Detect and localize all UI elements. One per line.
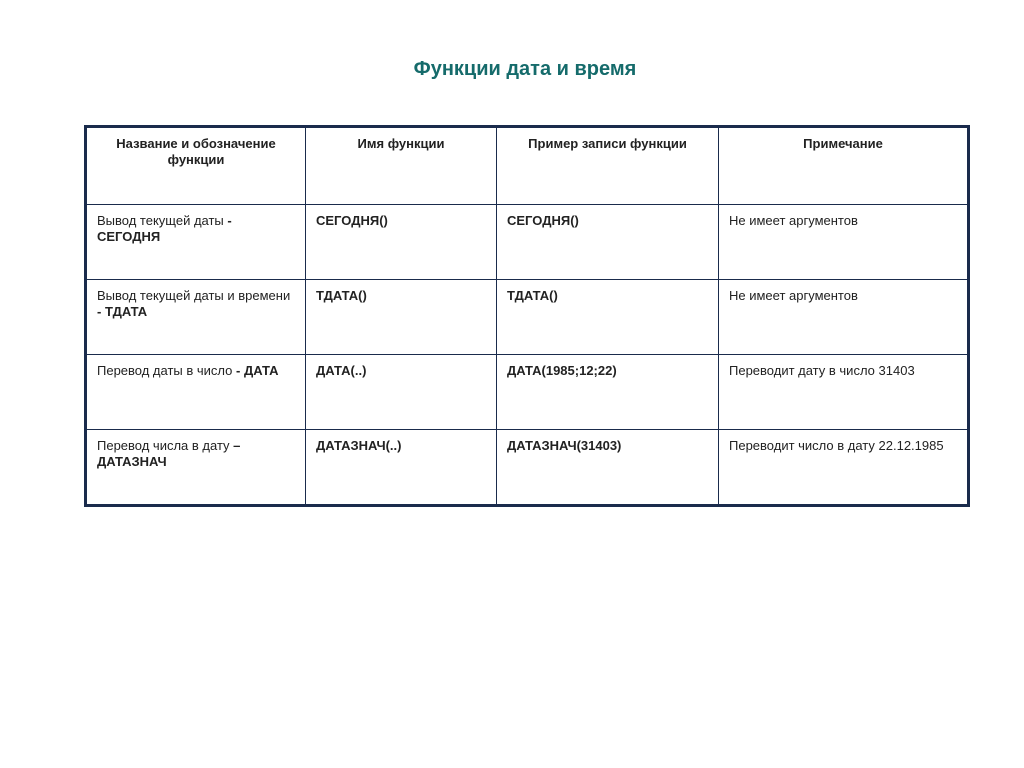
name-code: ДАТА bbox=[243, 363, 279, 378]
name-text: Перевод числа в дату bbox=[97, 438, 234, 453]
name-separator: - bbox=[236, 363, 244, 378]
name-code: СЕГОДНЯ bbox=[97, 229, 161, 244]
table-header-row bbox=[86, 127, 969, 205]
cell-note: Не имеет аргументов bbox=[719, 205, 969, 280]
name-text: Вывод текущей даты bbox=[97, 213, 228, 228]
cell-example: ДАТАЗНАЧ(31403) bbox=[497, 430, 719, 506]
cell-function: СЕГОДНЯ() bbox=[306, 205, 497, 280]
cell-function: ДАТА(..) bbox=[306, 355, 497, 430]
header-example: Пример записи функции bbox=[497, 127, 719, 205]
name-separator: - bbox=[97, 304, 105, 319]
name-code: ТДАТА bbox=[104, 304, 148, 319]
header-function: Имя функции bbox=[306, 127, 497, 205]
cell-name bbox=[86, 355, 306, 430]
cell-function: ДАТАЗНАЧ(..) bbox=[306, 430, 497, 506]
cell-example: ТДАТА() bbox=[497, 280, 719, 355]
name-text: Перевод даты в число bbox=[97, 363, 237, 378]
cell-name bbox=[86, 280, 306, 355]
cell-note: Не имеет аргументов bbox=[719, 280, 969, 355]
page-title: Функции дата и время bbox=[413, 58, 637, 80]
table-row bbox=[86, 430, 969, 506]
table-row bbox=[86, 205, 969, 280]
cell-note: Переводит дату в число 31403 bbox=[719, 355, 969, 430]
cell-example: СЕГОДНЯ() bbox=[497, 205, 719, 280]
cell-note: Переводит число в дату 22.12.1985 bbox=[719, 430, 969, 506]
name-code: ДАТАЗНАЧ bbox=[97, 454, 167, 469]
cell-example: ДАТА(1985;12;22) bbox=[497, 355, 719, 430]
cell-name bbox=[86, 430, 306, 506]
name-separator: – bbox=[233, 438, 241, 453]
header-note: Примечание bbox=[719, 127, 969, 205]
cell-name bbox=[86, 205, 306, 280]
table-row bbox=[86, 355, 969, 430]
cell-function: ТДАТА() bbox=[306, 280, 497, 355]
name-text: Вывод текущей даты и времени bbox=[97, 288, 291, 303]
table-row bbox=[86, 280, 969, 355]
name-separator: - bbox=[227, 213, 232, 228]
header-name: Название и обозначение функции bbox=[86, 127, 306, 205]
functions-table bbox=[84, 125, 970, 507]
